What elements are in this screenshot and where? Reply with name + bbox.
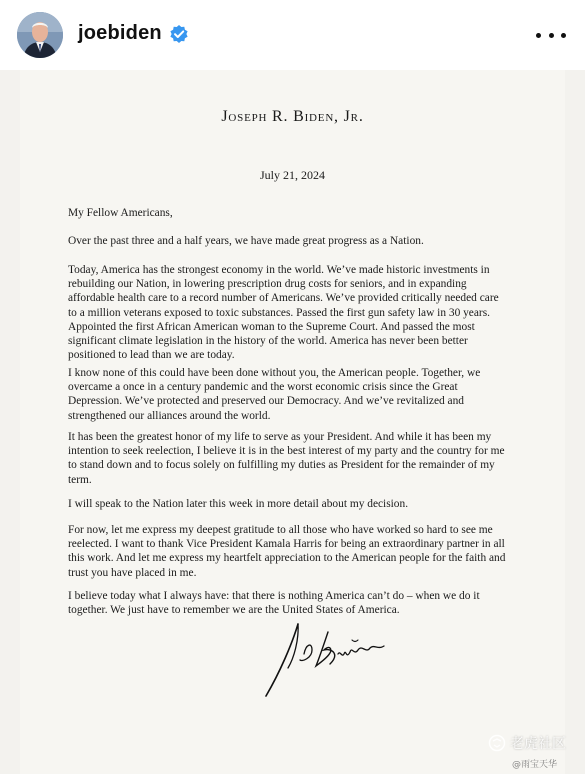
more-dot [536,33,541,38]
avatar[interactable] [17,12,63,58]
letter-paragraph: I will speak to the Nation later this week in more detail about my decision. [68,498,409,510]
letter-paragraph: For now, let me express my deepest gratitude to all those who have worked so hard to see me reelected. I want to thank Vice President Kamala Harris for being an extraordinary partner in all this work. And let me express my heartfelt appreciation to the American people for the faith and trust you have placed in me. [68,524,506,579]
tiger-logo-icon [488,734,506,752]
profile-photo-icon [17,12,63,58]
letter-date: July 21, 2024 [259,168,325,182]
more-dot [549,33,554,38]
letter-paragraph: I believe today what I always have: that there is nothing America can’t do – when we do it together. We just have to remember we are the United States of America. [68,590,480,617]
paragraph-4 [68,430,528,487]
letter-paragraph: Over the past three and a half years, we have made great progress as a Nation. [68,235,424,247]
more-dot [561,33,566,38]
post-image[interactable] [0,70,585,774]
paragraph-3 [68,366,528,423]
verified-badge-icon [169,24,189,44]
paragraph-2 [68,263,528,362]
paragraph-1 [68,234,528,248]
watermark-text: 老虎社区 [510,736,566,752]
post-header [0,0,585,70]
signature [258,610,418,700]
letterhead: Joseph R. Biden, Jr. [221,108,364,125]
username[interactable]: joebiden [78,22,162,44]
more-options-icon[interactable] [536,26,566,44]
letter-paragraph: My Fellow Americans, [68,207,173,219]
letter-paragraph: I know none of this could have been done without you, the American people. Together, we overcame a once in a century pandemic and the worst economic crisis since the Great Depression. We’ve protected and preserved our Democracy. And we’ve revitalized and strengthened our alliances around the world. [68,367,481,422]
watermark-credit: @雨宝天华 [512,760,558,770]
paragraph-6 [68,523,528,580]
paragraph-5 [68,497,528,511]
letter-paragraph: Today, America has the strongest economy in the world. We’ve made historic investments in rebuilding our Nation, in lowering prescription drug costs for seniors, and in expanding affordable health care to a record number of Americans. We’ve provided critically needed care to a million veterans exposed to toxic substances. Passed the first gun safety law in 30 years. Appointed the first African American woman to the Supreme Court. And passed the most significant climate legislation in the history of the world. America has never been better positioned to lead than we are today. [68,264,499,362]
letter-paragraph: It has been the greatest honor of my life to serve as your President. And while it has been my intention to seek reelection, I believe it is in the best interest of my party and the country for me to stand down and to focus solely on fulfilling my duties as President for the remainder of my term. [68,431,505,486]
watermark [488,733,566,753]
salutation [68,206,528,220]
